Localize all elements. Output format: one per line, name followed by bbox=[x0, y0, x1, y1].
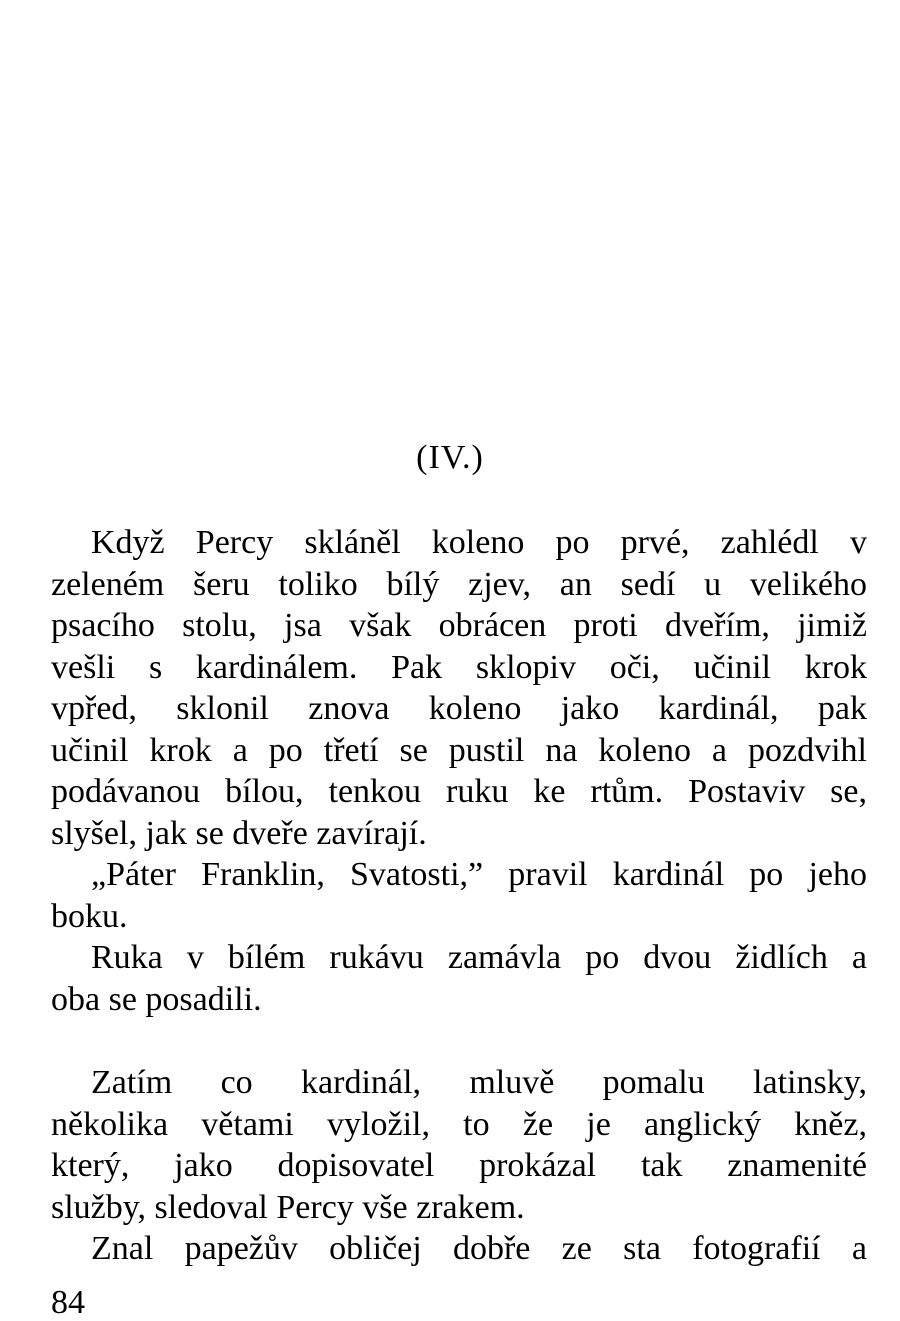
text-line: Ruka v bílém rukávu zamávla po dvou židlích a bbox=[91, 939, 867, 976]
text-line: slyšel, jak se dveře zavírají. bbox=[51, 814, 427, 852]
paragraph-1 bbox=[51, 522, 867, 854]
text-line: vešli s kardinálem. Pak sklopiv oči, učinil krok bbox=[51, 648, 867, 686]
text-line: Znal papežův obličej dobře ze sta fotografií a bbox=[91, 1230, 867, 1267]
text-line: „Páter Franklin, Svatosti,” pravil kardinál po jeho bbox=[91, 856, 867, 893]
section-break bbox=[51, 1020, 867, 1062]
paragraph-3 bbox=[51, 937, 867, 1020]
text-line: služby, sledoval Percy vše zrakem. bbox=[51, 1188, 525, 1226]
paragraph-2 bbox=[51, 854, 867, 937]
page-number: 84 bbox=[51, 1284, 85, 1321]
text-line: oba se posadili. bbox=[51, 980, 262, 1018]
text-line: několika větami vyložil, to že je anglický kněz, bbox=[51, 1105, 867, 1143]
paragraph-4 bbox=[51, 1062, 867, 1228]
text-line: boku. bbox=[51, 897, 128, 935]
paragraph-5 bbox=[51, 1228, 867, 1270]
text-line: psacího stolu, jsa však obrácen proti dveřím, jimiž bbox=[51, 607, 867, 644]
chapter-heading: (IV.) bbox=[416, 439, 484, 476]
text-line: zeleném šeru toliko bílý zjev, an sedí u velikého bbox=[51, 565, 867, 603]
text-line: podávanou bílou, tenkou ruku ke rtům. Postaviv se, bbox=[51, 773, 867, 810]
text-line: vpřed, sklonil znova koleno jako kardinál, pak bbox=[51, 690, 867, 727]
body-text bbox=[51, 522, 867, 1270]
text-line: učinil krok a po třetí se pustil na koleno a pozdvihl bbox=[51, 731, 867, 769]
text-line: Zatím co kardinál, mluvě pomalu latinsky, bbox=[91, 1064, 867, 1101]
text-line: který, jako dopisovatel prokázal tak znamenité bbox=[51, 1147, 867, 1184]
text-line: Když Percy skláněl koleno po prvé, zahlédl v bbox=[91, 524, 867, 561]
